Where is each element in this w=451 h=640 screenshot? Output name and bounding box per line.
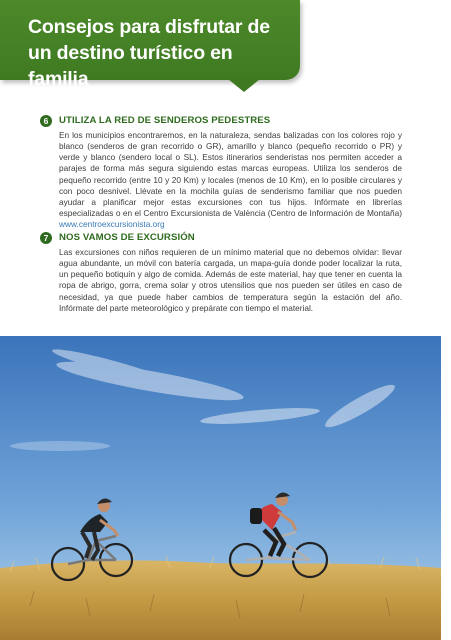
section-title: NOS VAMOS DE EXCURSIÓN xyxy=(59,232,195,243)
section-body-text: En los municipios encontraremos, en la naturaleza, sendas balizadas con los colores rojo y blanco (senderos de gran recorrido o GR), amarillo y blanco (pequeño recorrido o PR) y verde y blanco (sendero local o SL). Estos itinerarios senderistas nos permiten acceder a parajes de forma más segura siguiendo estas marcas europeas. Utiliza los senderos de pequeño recorrido (entre 10 y 20 Km) y locales (menos de 10 Km), en lo posible circulares y con poco desnivel. Llévate en la mochila guías de senderismo familiar que nos pueden ayudar a planificar mejor estas excursiones con tus hijos. Infórmate en librerías especializadas o en el Centro Excursionista de València (Centro de Información de Montaña) xyxy=(59,130,402,219)
section-number-badge: 7 xyxy=(40,232,52,244)
section-header xyxy=(40,115,402,129)
section-senderos xyxy=(40,115,402,230)
section-body-text: Las excursiones con niños requieren de un mínimo material que no debemos olvidar: llevar agua abundante, un móvil con batería cargada, un mapa-guía donde poder localizar la ruta, un pequeño botiquín y algo de comida. Además de este material, hay que tener en cuenta la ropa de abrigo, gorra, crema solar y otros utensilios que nos pueden ser útiles en caso de necesidad, ya que puede haber cambios de temperatura según la estación del año. Infórmate del parte meteorológico y prepárate con tiempo el material. xyxy=(59,247,402,313)
section-number-badge: 6 xyxy=(40,115,52,127)
section-body xyxy=(59,130,402,230)
cyclists-photo xyxy=(0,336,441,640)
section-excursion xyxy=(40,232,402,314)
grass-hill xyxy=(0,560,441,640)
page-title: Consejos para disfrutar de un destino turístico en familia xyxy=(28,16,270,90)
website-link[interactable]: www.centroexcursionista.org xyxy=(59,219,165,230)
section-title: UTILIZA LA RED DE SENDEROS PEDESTRES xyxy=(59,115,271,126)
header-banner xyxy=(0,0,300,90)
section-body xyxy=(59,247,402,314)
section-header xyxy=(40,232,402,246)
